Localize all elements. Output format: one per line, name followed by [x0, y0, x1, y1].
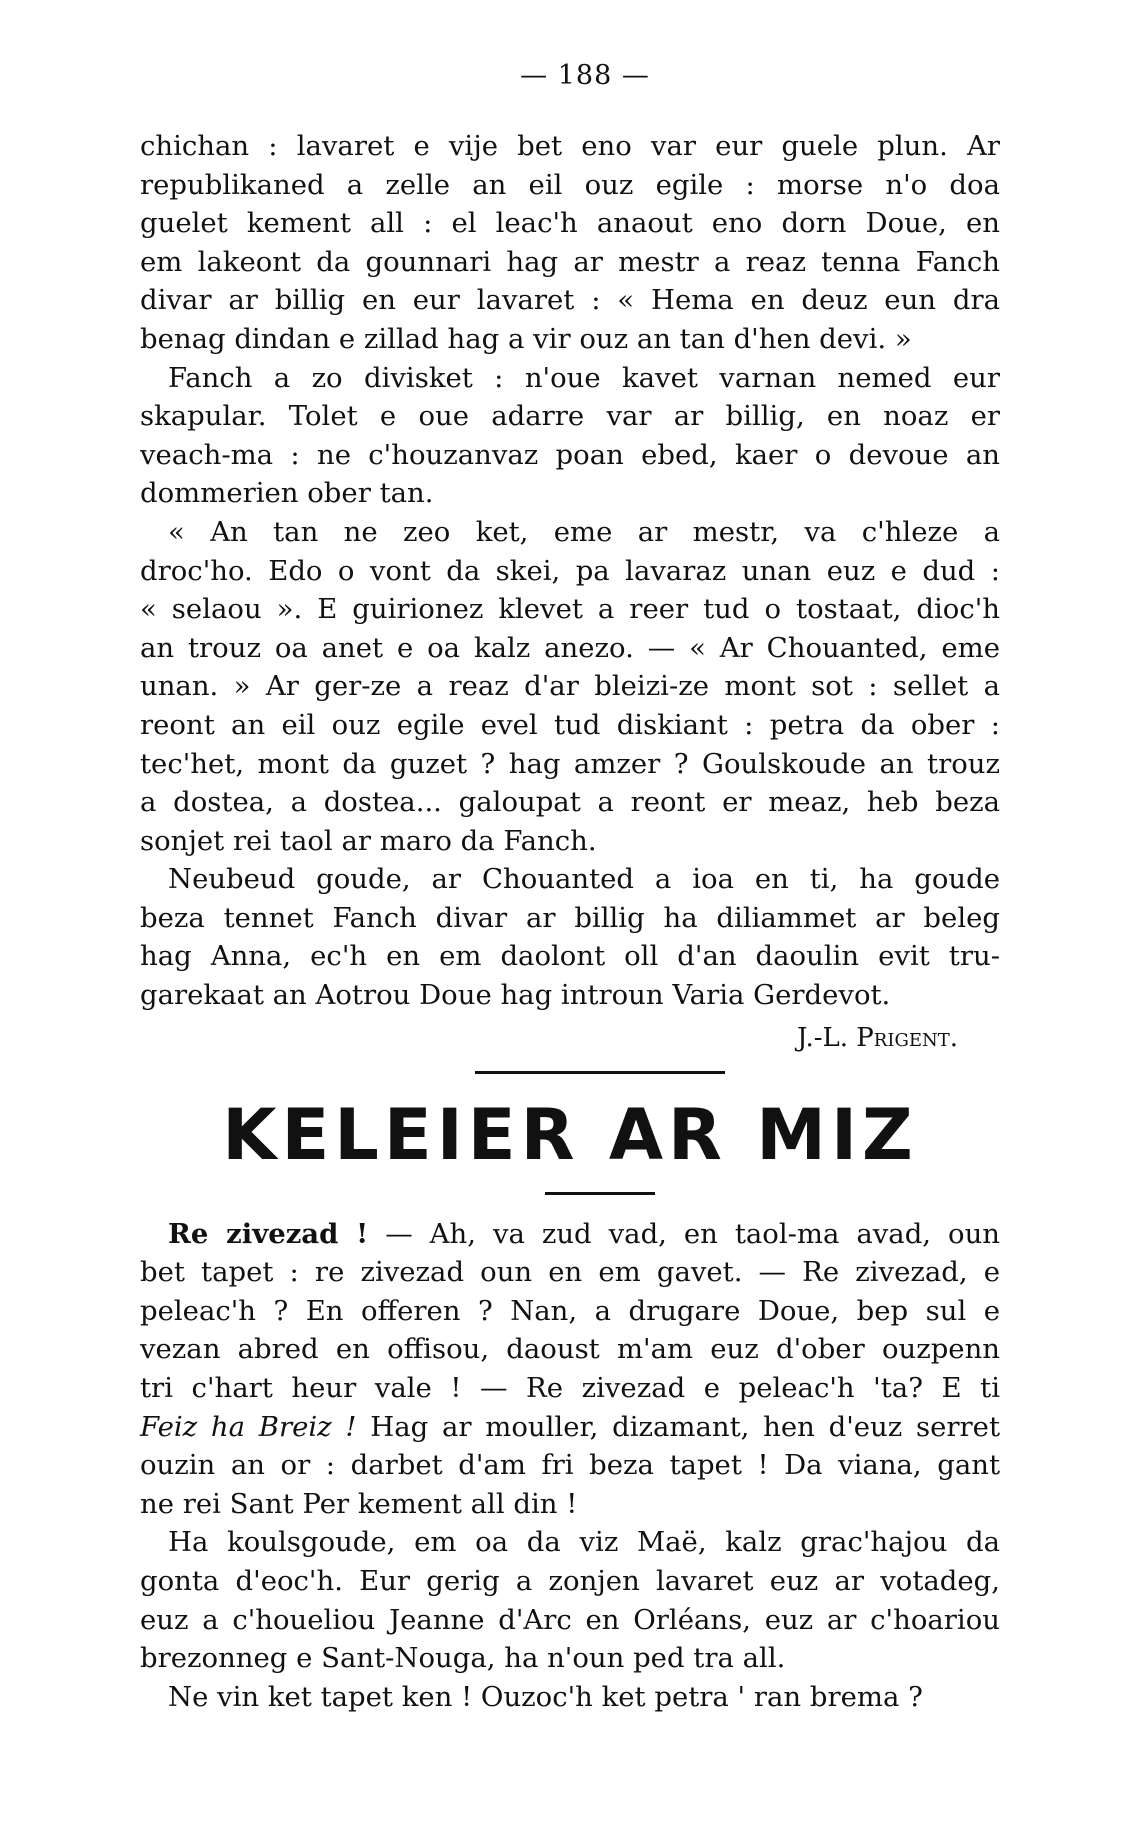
news-paragraph-1 [140, 1215, 1000, 1524]
news-paragraph-3 [140, 1678, 1000, 1717]
text-line: bet tapet : re zivezad oun en em gavet. — Re zivezad, e [140, 1256, 1000, 1289]
text-line: benag dindan e zillad hag a vir ouz an tan d'hen devi. » [140, 322, 912, 355]
signature-name: Prigent. [856, 1022, 958, 1053]
text-line: gonta d'eoc'h. Eur gerig a zonjen lavaret euz ar votadeg, [140, 1565, 1000, 1597]
text-fragment: — Ah, va zud vad, en taol-ma avad, oun [368, 1217, 1000, 1250]
signature-initials: J.-L. [797, 1022, 849, 1053]
text-line: veach-ma : ne c'houzanvaz poan ebed, kaer o devoue an [140, 438, 1000, 471]
text-line: Ha koulsgoude, em oa da viz Maë, kalz grac'hajou da [168, 1526, 1000, 1559]
author-signature [140, 1019, 1000, 1057]
text-fragment: Hag ar mouller, dizamant, hen d'euz serret [356, 1410, 1000, 1443]
text-line: Fanch a zo divisket : n'oue kavet varnan nemed eur [168, 361, 1000, 394]
text-line: unan. » Ar ger-ze a reaz d'ar bleizi-ze mont sot : sellet a [140, 670, 1000, 703]
text-line: brezonneg e Sant-Nouga, ha n'oun ped tra all. [140, 1642, 786, 1675]
text-line: sonjet rei taol ar maro da Fanch. [140, 824, 597, 857]
text-line: skapular. Tolet e oue adarre var ar billig, en noaz er [140, 400, 1000, 433]
text-line: tec'het, mont da guzet ? hag amzer ? Goulskoude an trouz [140, 747, 1000, 780]
story-paragraph-3 [140, 513, 1000, 860]
text-line: euz a c'houeliou Jeanne d'Arc en Orléans, euz ar c'hoariou [140, 1603, 1000, 1636]
text-line: chichan : lavaret e vije bet eno var eur guele plun. Ar [140, 130, 1000, 162]
story-paragraph-4 [140, 860, 1000, 1014]
text-line: an trouz oa anet e oa kalz anezo. — « Ar Chouanted, eme [140, 631, 1000, 664]
text-line: a dostea, a dostea... galoupat a reont er meaz, heb beza [140, 786, 1000, 819]
text-line: Ne vin ket tapet ken ! Ouzoc'h ket petra ' ran brema ? [168, 1680, 923, 1713]
text-line: guelet kement all : el leac'h anaout eno dorn Doue, en [140, 207, 1000, 240]
story-paragraph-1 [140, 127, 1000, 359]
text-line: Neubeud goude, ar Chouanted a ioa en ti, ha goude [168, 863, 1000, 896]
news-paragraph-2 [140, 1523, 1000, 1677]
runin-heading: Re zivezad ! [168, 1217, 369, 1250]
text-line: droc'ho. Edo o vont da skei, pa lavaraz unan euz e dud : [140, 554, 1000, 587]
text-line: vezan abred en offisou, daoust m'am euz d'ober ouzpenn [140, 1333, 1000, 1366]
page-number: — 188 — [520, 60, 650, 91]
text-line: dommerien ober tan. [140, 477, 434, 510]
text-line: « selaou ». E guirionez klevet a reer tud o tostaat, dioc'h [140, 593, 1000, 626]
text-line: « An tan ne zeo ket, eme ar mestr, va c'hleze a [168, 515, 1000, 548]
text-line: em lakeont da gounnari hag ar mestr a reaz tenna Fanch [140, 245, 1000, 278]
text-line [140, 1408, 1000, 1447]
text-line [140, 1215, 1000, 1254]
publication-name: Feiz ha Breiz ! [140, 1410, 357, 1443]
text-line: divar ar billig en eur lavaret : « Hema en deuz eun dra [140, 284, 1000, 317]
text-line: reont an eil ouz egile evel tud diskiant : petra da ober : [140, 708, 1000, 741]
section-divider-top [475, 1071, 725, 1074]
text-line: garekaat an Aotrou Doue hag introun Varia Gerdevot. [140, 979, 891, 1012]
text-line: ne rei Sant Per kement all din ! [140, 1487, 578, 1520]
story-paragraph-2 [140, 359, 1000, 513]
text-line: beza tennet Fanch divar ar billig ha diliammet ar beleg [140, 901, 1000, 934]
text-line: ouzin an or : darbet d'am fri beza tapet ! Da viana, gant [140, 1449, 1000, 1482]
text-line: hag Anna, ec'h en em daolont oll d'an daoulin evit tru- [140, 940, 1000, 973]
section-title: KELEIER AR MIZ [222, 1093, 918, 1176]
text-line: republikaned a zelle an eil ouz egile : morse n'o doa [140, 168, 1000, 201]
section-divider-bottom [545, 1192, 655, 1195]
book-page [140, 60, 1000, 1716]
text-line: peleac'h ? En offeren ? Nan, a drugare Doue, bep sul e [140, 1294, 1000, 1327]
text-line: tri c'hart heur vale ! — Re zivezad e peleac'h 'ta? E ti [140, 1372, 1000, 1405]
